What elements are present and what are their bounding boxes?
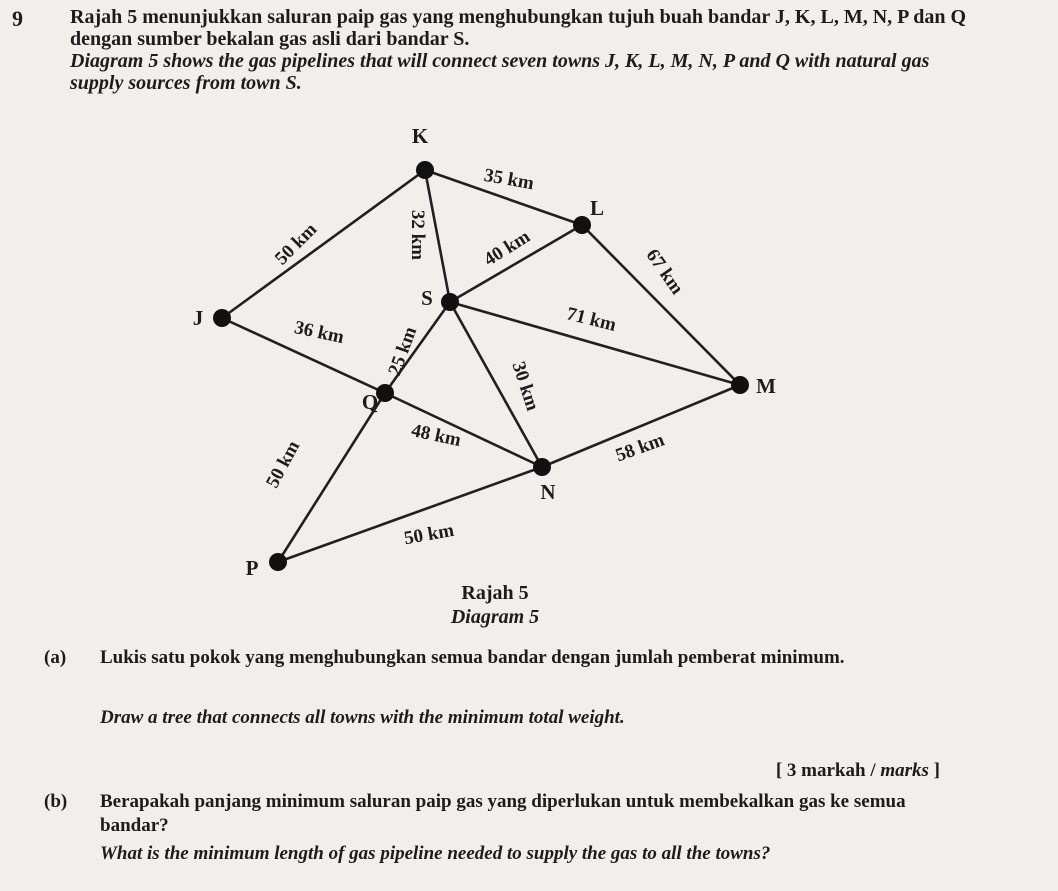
node-P — [269, 553, 287, 571]
edge-Q-P — [278, 393, 385, 562]
part-a-malay: Lukis satu pokok yang menghubungkan semua bandar dengan jumlah pemberat minimum. — [100, 647, 845, 668]
edge-label-L-M: 67 km — [641, 245, 688, 299]
edge-label-K-S: 32 km — [407, 209, 428, 261]
edge-label-J-Q: 36 km — [292, 317, 346, 349]
diagram-caption-malay: Rajah 5 — [461, 582, 529, 604]
edge-label-S-N: 30 km — [507, 359, 543, 414]
edge-label-S-L: 40 km — [480, 226, 534, 271]
diagram-caption-english: Diagram 5 — [450, 606, 540, 628]
part-a-label: (a) — [44, 647, 67, 668]
node-label-M: M — [756, 374, 776, 398]
node-Q — [376, 384, 394, 402]
node-L — [573, 216, 591, 234]
node-label-N: N — [540, 480, 556, 504]
part-b-malay: Berapakah panjang minimum saluran paip gas yang diperlukan untuk membekalkan gas ke semua bandar? — [100, 791, 906, 836]
nodes-layer — [193, 124, 776, 580]
edge-label-K-L: 35 km — [482, 164, 536, 195]
part-b-label: (b) — [44, 791, 68, 812]
edge-label-N-M: 58 km — [612, 429, 668, 467]
edge-label-S-Q: 25 km — [384, 323, 422, 379]
node-label-Q: Q — [361, 390, 379, 414]
intro-english: Diagram 5 shows the gas pipelines that will connect seven towns J, K, L, M, N, P and Q with natural gas supply sources from town S. — [70, 50, 930, 94]
node-label-L: L — [589, 196, 605, 220]
part-b-english: What is the minimum length of gas pipeline needed to supply the gas to all the towns? — [100, 843, 771, 864]
part-a-marks — [776, 760, 940, 782]
node-J — [213, 309, 231, 327]
node-M — [731, 376, 749, 394]
node-label-S: S — [421, 286, 433, 310]
edge-Q-N — [385, 393, 542, 467]
node-N — [533, 458, 551, 476]
marks-malay: [ 3 markah / — [775, 760, 876, 781]
intro-malay: Rajah 5 menunjukkan saluran paip gas yang menghubungkan tujuh buah bandar J, K, L, M, N, P dan Q dengan sumber bekalan gas asli dari bandar S. — [70, 6, 967, 50]
edge-label-J-K: 50 km — [270, 218, 322, 270]
marks-close: ] — [933, 760, 940, 781]
node-label-J: J — [192, 306, 204, 330]
question-number: 9 — [12, 6, 23, 31]
edge-label-Q-P: 50 km — [262, 437, 305, 492]
network-diagram — [180, 115, 800, 585]
part-a-english: Draw a tree that connects all towns with the minimum total weight. — [100, 707, 625, 728]
node-label-P: P — [245, 556, 259, 580]
edge-label-Q-N: 48 km — [409, 420, 463, 452]
question-intro — [70, 6, 970, 94]
edge-label-P-N: 50 km — [402, 519, 456, 550]
node-S — [441, 293, 459, 311]
edge-label-S-M: 71 km — [564, 303, 619, 336]
node-K — [416, 161, 434, 179]
edge-J-K — [222, 170, 425, 318]
marks-english: marks — [880, 760, 929, 781]
node-label-K: K — [411, 124, 429, 148]
